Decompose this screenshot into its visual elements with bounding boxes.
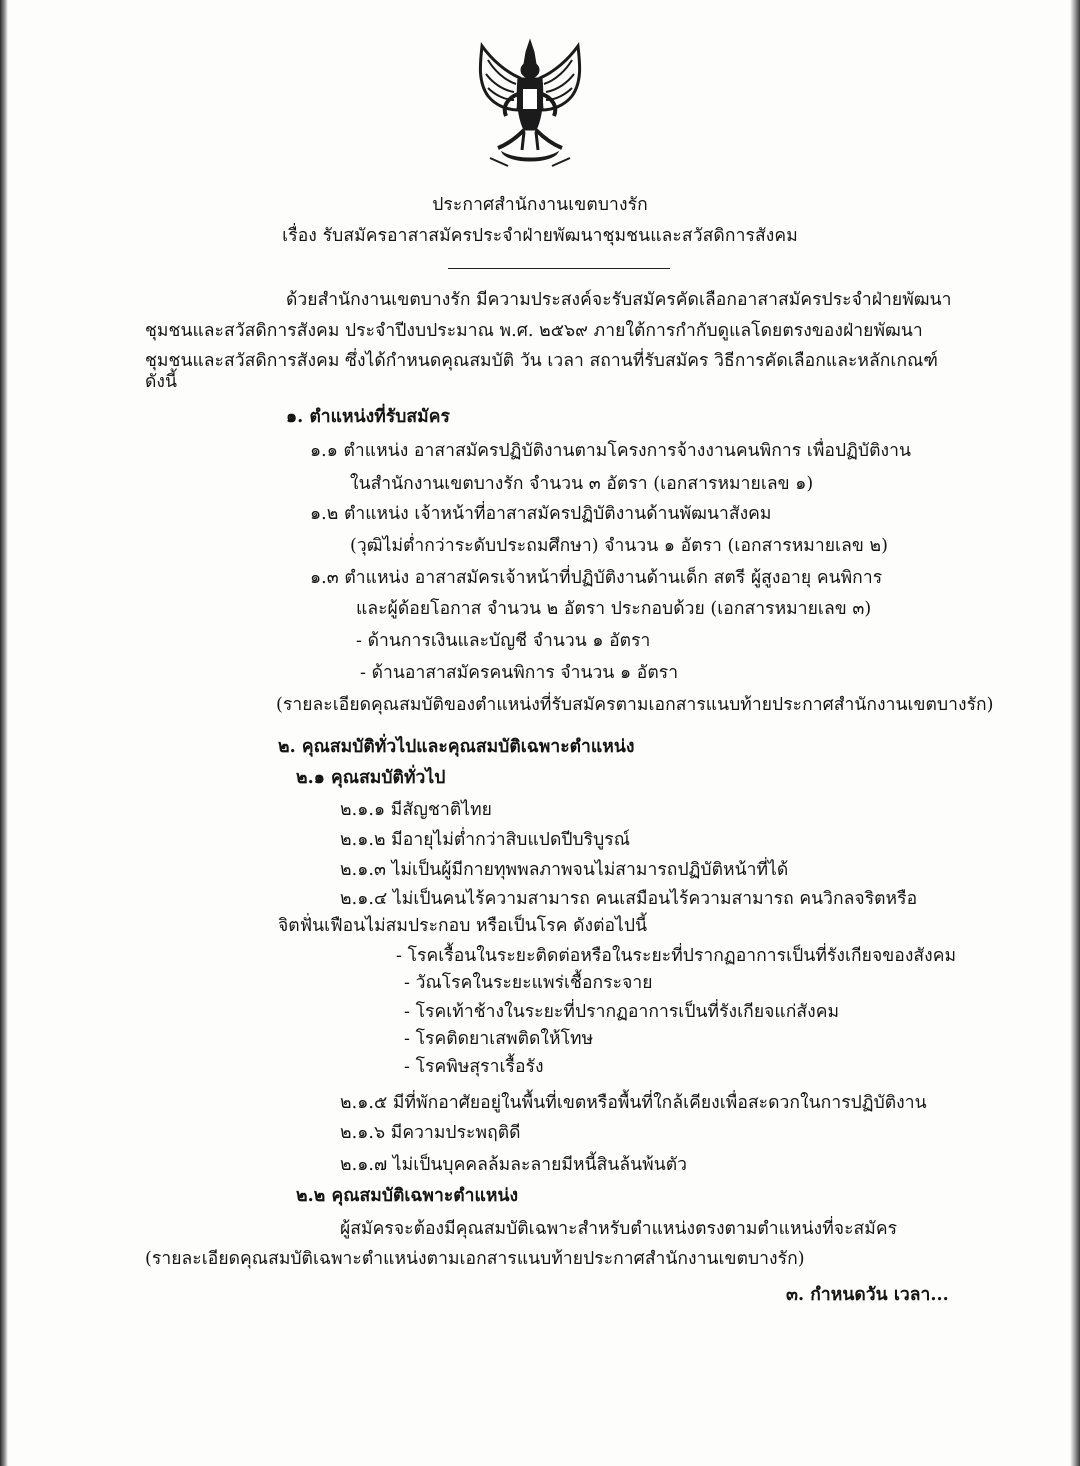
item-2-2-line-1: ผู้สมัครจะต้องมีคุณสมบัติเฉพาะสำหรับตำแหน่งตรงตามตำแหน่งที่จะสมัคร xyxy=(340,1219,898,1239)
item-2-1-3: ๒.๑.๓ ไม่เป็นผู้มีกายทุพพลภาพจนไม่สามารถปฏิบัติหน้าที่ได้ xyxy=(340,860,789,880)
item-2-2-line-2: (รายละเอียดคุณสมบัติเฉพาะตำแหน่งตามเอกสารแนบท้ายประกาศสำนักงานเขตบางรัก) xyxy=(145,1249,805,1269)
scan-edge-left xyxy=(0,0,8,1466)
intro-line-4: ดังนี้ xyxy=(145,372,178,392)
item-1-2-line-1: ๑.๒ ตำแหน่ง เจ้าหน้าที่อาสาสมัครปฏิบัติงานด้านพัฒนาสังคม xyxy=(310,504,772,524)
item-1-2-line-2: (วุฒิไม่ต่ำกว่าระดับประถมศึกษา) จำนวน ๑ อัตรา (เอกสารหมายเลข ๒) xyxy=(350,536,888,556)
disease-item-1: - โรคเรื้อนในระยะติดต่อหรือในระยะที่ปรากฏอาการเป็นที่รังเกียจของสังคม xyxy=(396,946,957,966)
disease-item-3: - โรคเท้าช้างในระยะที่ปรากฏอาการเป็นที่รังเกียจแก่สังคม xyxy=(404,1002,840,1022)
item-1-3-line-2: และผู้ด้อยโอกาส จำนวน ๒ อัตรา ประกอบด้วย (เอกสารหมายเลข ๓) xyxy=(356,599,872,619)
item-2-1-4-line-1: ๒.๑.๔ ไม่เป็นคนไร้ความสามารถ คนเสมือนไร้ความสามารถ คนวิกลจริตหรือ xyxy=(340,889,918,909)
item-2-1-1: ๒.๑.๑ มีสัญชาติไทย xyxy=(340,800,492,820)
section-2-heading: ๒. คุณสมบัติทั่วไปและคุณสมบัติเฉพาะตำแหน่ง xyxy=(278,737,635,757)
announcement-subject: เรื่อง รับสมัครอาสาสมัครประจำฝ่ายพัฒนาชุมชนและสวัสดิการสังคม xyxy=(282,226,798,246)
garuda-emblem-icon xyxy=(468,38,592,173)
intro-line-3: ชุมชนและสวัสดิการสังคม ซึ่งได้กำหนดคุณสมบัติ วัน เวลา สถานที่รับสมัคร วิธีการคัดเลือกและหลักเกณฑ์ xyxy=(145,351,938,371)
item-2-1-6: ๒.๑.๖ มีความประพฤติดี xyxy=(340,1123,521,1143)
announcement-title: ประกาศสำนักงานเขตบางรัก xyxy=(432,195,648,215)
section-1-note: (รายละเอียดคุณสมบัติของตำแหน่งที่รับสมัครตามเอกสารแนบท้ายประกาศสำนักงานเขตบางรัก) xyxy=(276,695,994,715)
item-1-3-line-1: ๑.๓ ตำแหน่ง อาสาสมัครเจ้าหน้าที่ปฏิบัติงานด้านเด็ก สตรี ผู้สูงอายุ คนพิการ xyxy=(310,568,883,588)
scan-edge-right xyxy=(1070,0,1080,1466)
item-1-3-bullet-2: - ด้านอาสาสมัครคนพิการ จำนวน ๑ อัตรา xyxy=(360,663,679,683)
item-2-1-2: ๒.๑.๒ มีอายุไม่ต่ำกว่าสิบแปดปีบริบูรณ์ xyxy=(340,830,631,850)
section-1-heading: ๑. ตำแหน่งที่รับสมัคร xyxy=(286,407,450,427)
intro-line-2: ชุมชนและสวัสดิการสังคม ประจำปีงบประมาณ พ.ศ. ๒๕๖๙ ภายใต้การกำกับดูแลโดยตรงของฝ่ายพัฒนา xyxy=(145,321,923,341)
title-divider xyxy=(448,268,670,269)
item-1-1-line-2: ในสำนักงานเขตบางรัก จำนวน ๓ อัตรา (เอกสารหมายเลข ๑) xyxy=(350,474,814,494)
disease-item-4: - โรคติดยาเสพติดให้โทษ xyxy=(404,1029,594,1049)
item-2-1-4-line-2: จิตฟั่นเฟือนไม่สมประกอบ หรือเป็นโรค ดังต่อไปนี้ xyxy=(278,916,648,936)
item-2-1-5: ๒.๑.๕ มีที่พักอาศัยอยู่ในพื้นที่เขตหรือพื้นที่ใกล้เคียงเพื่อสะดวกในการปฏิบัติงาน xyxy=(340,1093,927,1113)
item-1-3-bullet-1: - ด้านการเงินและบัญชี จำนวน ๑ อัตรา xyxy=(356,631,651,651)
disease-item-2: - วัณโรคในระยะแพร่เชื้อกระจาย xyxy=(404,973,653,993)
subsection-2-2-heading: ๒.๒ คุณสมบัติเฉพาะตำแหน่ง xyxy=(296,1186,519,1206)
continuation-text: ๓. กำหนดวัน เวลา... xyxy=(786,1285,949,1305)
subsection-2-1-heading: ๒.๑ คุณสมบัติทั่วไป xyxy=(296,768,446,788)
intro-line-1: ด้วยสำนักงานเขตบางรัก มีความประสงค์จะรับสมัครคัดเลือกอาสาสมัครประจำฝ่ายพัฒนา xyxy=(286,290,952,310)
disease-item-5: - โรคพิษสุราเรื้อรัง xyxy=(404,1057,544,1077)
item-1-1-line-1: ๑.๑ ตำแหน่ง อาสาสมัครปฏิบัติงานตามโครงการจ้างงานคนพิการ เพื่อปฏิบัติงาน xyxy=(310,441,911,461)
item-2-1-7: ๒.๑.๗ ไม่เป็นบุคคลล้มละลายมีหนี้สินล้นพ้นตัว xyxy=(340,1155,688,1175)
